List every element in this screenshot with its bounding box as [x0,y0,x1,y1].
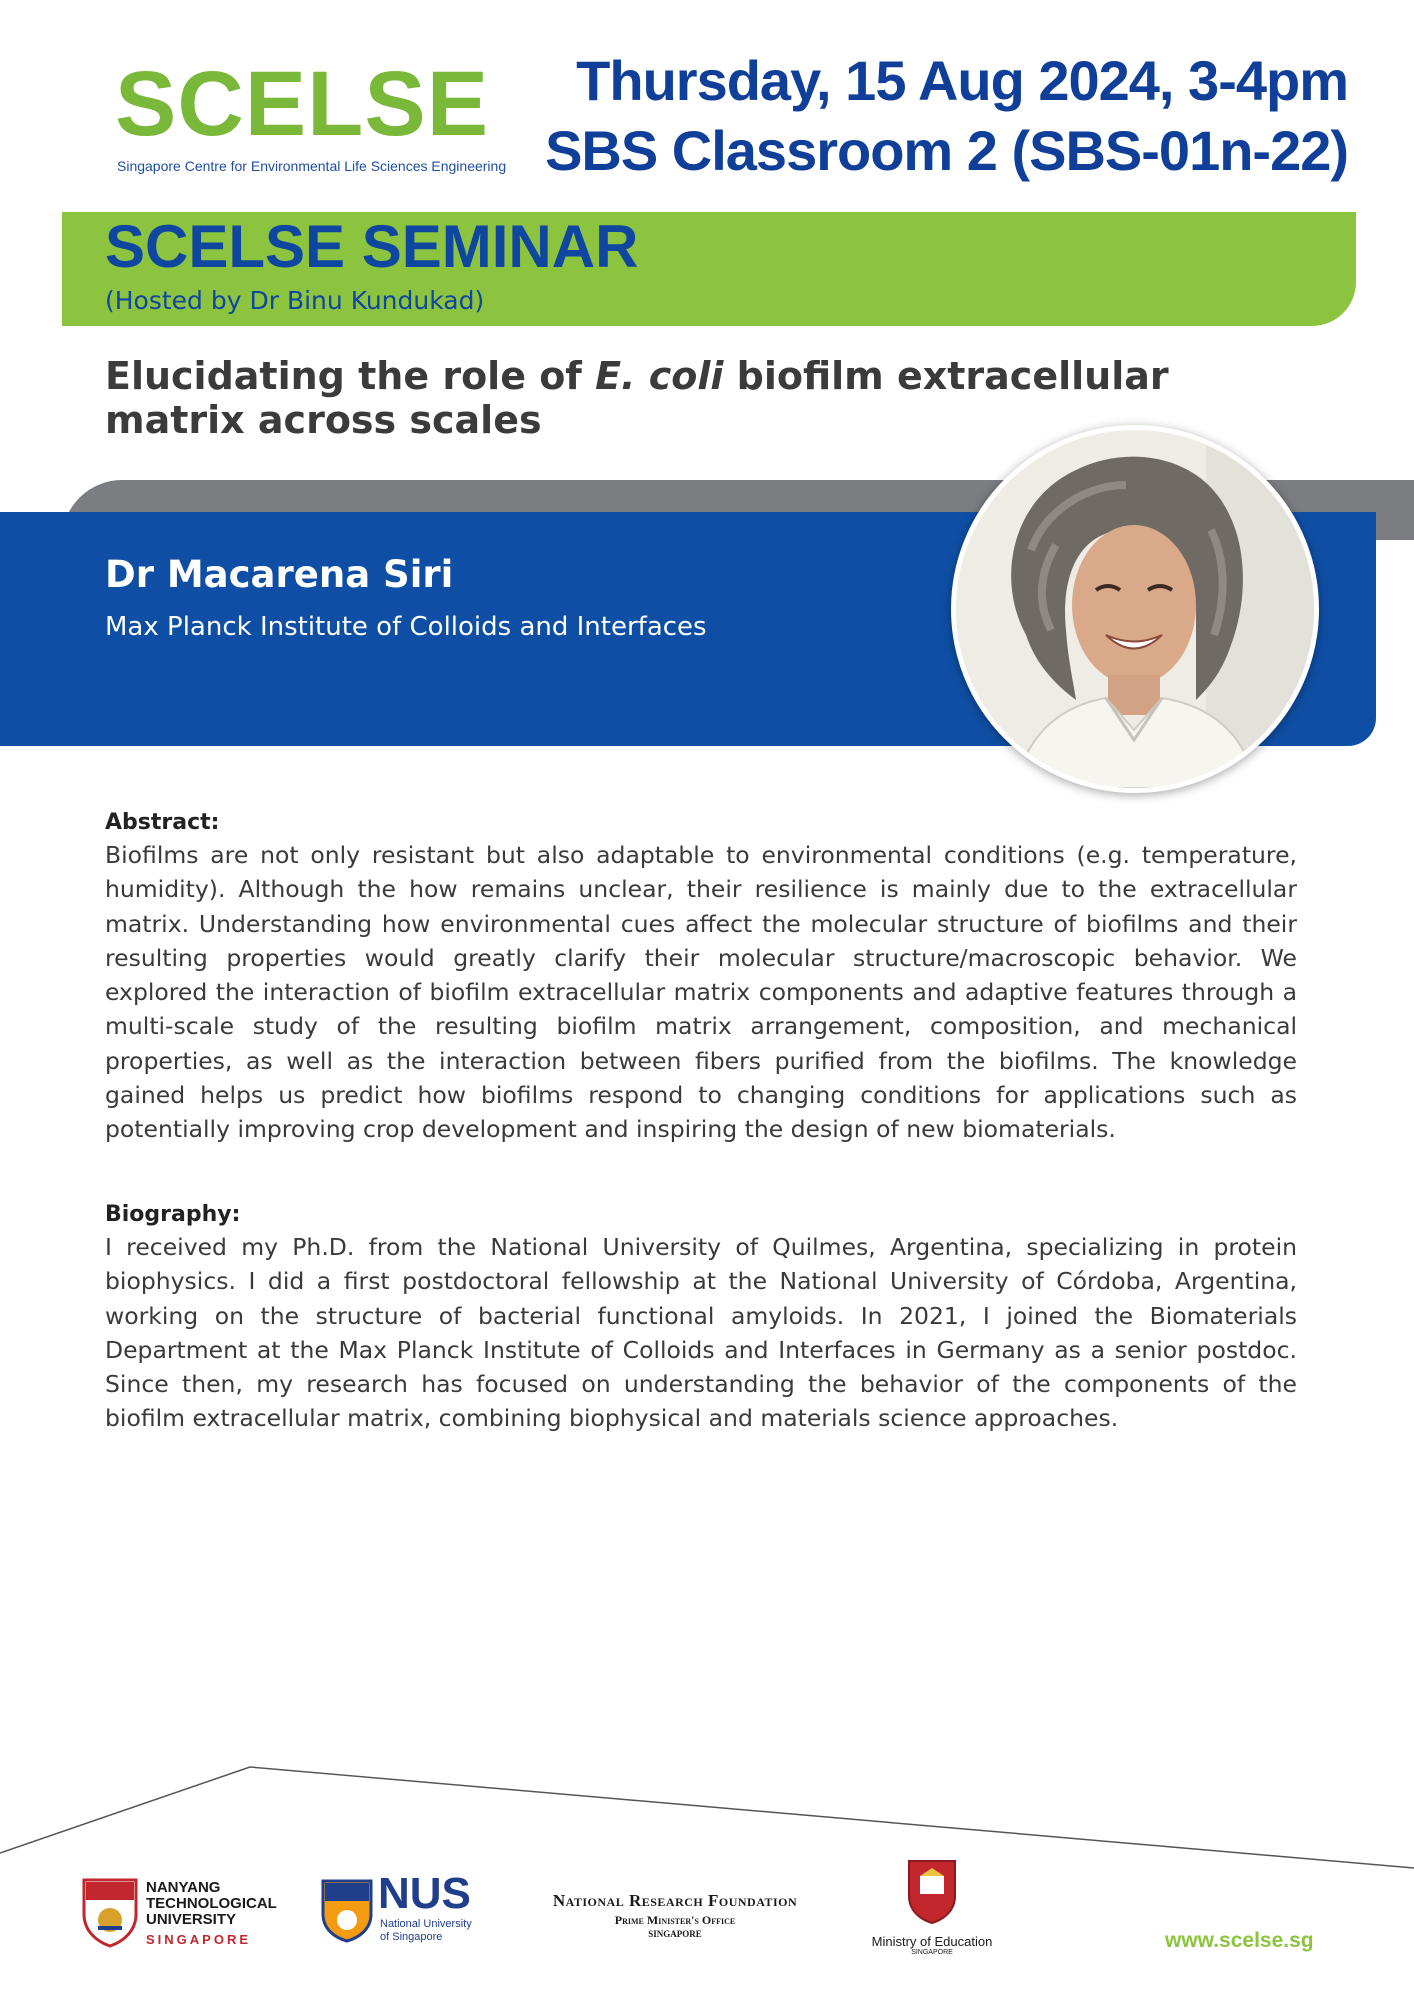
moe-logo [862,1858,1002,1958]
seminar-host: (Hosted by Dr Binu Kundukad) [105,286,485,315]
ntu-crest-icon [80,1876,140,1948]
moe-line1: Ministry of Education [871,1934,993,1949]
event-date-time: Thursday, 15 Aug 2024, 3-4pm [576,49,1348,112]
seminar-title: SCELSE SEMINAR [105,213,639,280]
ntu-line4: SINGAPORE [146,1932,252,1947]
footer-divider-lines [0,1760,1414,1870]
ntu-line3: UNIVERSITY [146,1911,237,1928]
speaker-institution: Max Planck Institute of Colloids and Interfaces [105,612,707,642]
ntu-logo [80,1876,320,1956]
moe-crest-icon [906,1858,958,1924]
talk-title [105,354,1185,442]
abstract-text: Biofilms are not only resistant but also adaptable to environmental conditions (e.g. temperature, humidity). Although the how remains unclear, their resilience is mainly due to the extracellular matrix. Understanding how environmental cues affect the molecular structure of biofilms and their resulting properties would greatly clarify their molecular structure/macroscopic behavior. We explored the interaction of biofilm extracellular matrix components and adaptive features through a multi-scale study of the resulting biofilm matrix arrangement, composition, and mechanical properties, as well as the interaction between fibers purified from the biofilms. The knowledge gained helps us predict how biofilms respond to changing conditions for applications such as potentially improving crop development and inspiring the design of new biomaterials. [105,841,1297,1144]
website-link[interactable]: www.scelse.sg [1165,1929,1314,1952]
biography-text: I received my Ph.D. from the National University of Quilmes, Argentina, specializing in protein biophysics. I did a first postdoctoral fellowship at the National University of Córdoba, Argentina, working on the structure of bacterial functional amyloids. In 2021, I joined the Biomaterials Department at the Max Planck Institute of Colloids and Interfaces in Germany as a senior postdoc. Since then, my research has focused on understanding the behavior of the components of the biofilm extracellular matrix, combining biophysical and materials science approaches. [105,1233,1297,1433]
nus-crest-icon [320,1878,374,1944]
speaker-photo [951,425,1319,793]
talk-title-organism: E. coli [595,354,724,398]
nus-line2: of Singapore [380,1931,443,1943]
event-info [545,46,1348,186]
nus-abbr: NUS [378,1869,471,1918]
nrf-line1: National Research Foundation [552,1891,798,1910]
nus-logo [320,1869,490,1954]
nrf-line3: SINGAPORE [648,1929,702,1939]
event-venue: SBS Classroom 2 (SBS-01n-22) [545,119,1348,182]
talk-title-part2: biofilm extracellular matrix across scales [105,354,1169,442]
moe-line2: SINGAPORE [911,1949,953,1956]
scelse-logo-subtitle: Singapore Centre for Environmental Life Sciences Engineering [117,158,507,174]
nus-line1: National University [380,1918,472,1930]
nrf-line2: Prime Minister's Office [614,1913,736,1927]
ntu-line2: TECHNOLOGICAL [146,1895,277,1912]
biography-heading: Biography: [105,1202,241,1227]
ntu-line1: NANYANG [146,1879,221,1896]
nrf-logo [515,1891,835,1951]
talk-title-part1: Elucidating the role of [105,354,596,398]
scelse-logo: SCELSE [115,53,490,155]
abstract-heading: Abstract: [105,810,220,835]
speaker-portrait-icon [956,430,1314,788]
speaker-name: Dr Macarena Siri [105,553,454,596]
